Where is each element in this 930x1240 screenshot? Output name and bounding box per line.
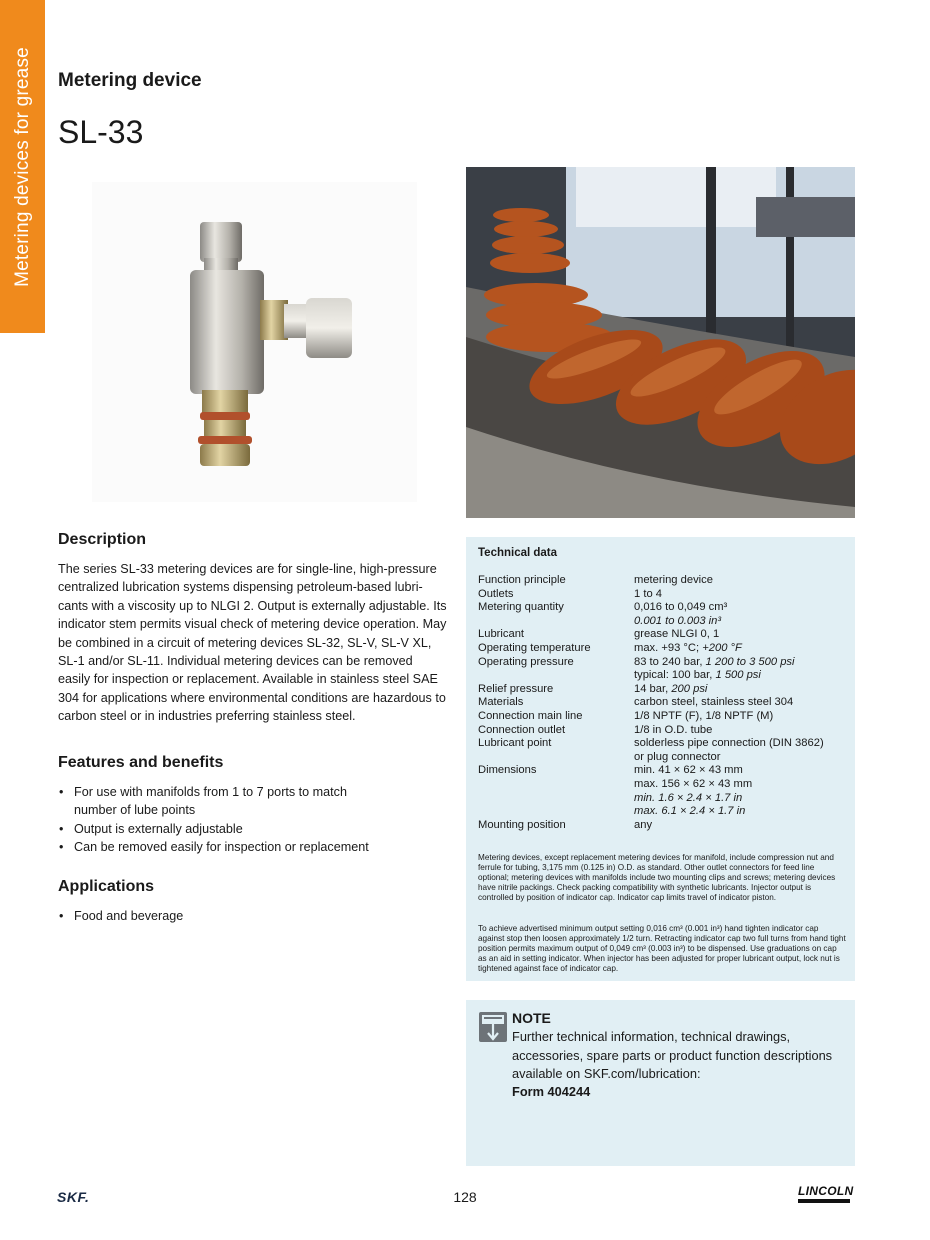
note-form-number: Form 404244 xyxy=(512,1084,591,1099)
technical-value-part: min. 1.6 × 2.4 × 1.7 in xyxy=(634,791,743,804)
technical-value-part: +200 °F xyxy=(702,641,742,654)
technical-value xyxy=(634,615,824,629)
technical-row xyxy=(478,628,824,642)
technical-row xyxy=(478,642,824,656)
side-category-tab xyxy=(0,0,45,333)
technical-footnote-1: Metering devices, except replacement metering devices for manifold, include compression nut and ferrule for tubing, 3,175 mm (0.125 in) O.D. as standard. Other outlet connectors for feed line optional; metering devices with manifolds include two mounting clips and screws; metering devices have nitrile packings. Check packing compatibility with synthetic lubricants. Injector output is controlled by position of indicator cap. Indicator cap limits travel of indicator piston. xyxy=(478,853,836,903)
technical-value xyxy=(634,656,824,670)
technical-label: Metering quantity xyxy=(478,601,564,614)
technical-row xyxy=(478,737,824,751)
technical-row xyxy=(478,656,824,670)
technical-data-table xyxy=(478,574,824,832)
technical-value-part: 0,016 to 0,049 cm³ xyxy=(634,601,728,614)
technical-value-part: 1 200 to 3 500 psi xyxy=(705,655,795,668)
technical-value xyxy=(634,628,824,642)
technical-row xyxy=(478,588,824,602)
technical-row xyxy=(478,778,824,792)
technical-value xyxy=(634,574,824,588)
technical-value-part: or plug connector xyxy=(634,750,721,763)
download-document-icon xyxy=(478,1011,508,1045)
note-panel xyxy=(466,1000,855,1166)
feature-item: • Can be removed easily for inspection or replacement xyxy=(58,838,448,856)
technical-label: Materials xyxy=(478,696,524,709)
technical-row xyxy=(478,805,824,819)
technical-row xyxy=(478,792,824,806)
technical-value xyxy=(634,764,824,778)
technical-label: Connection main line xyxy=(478,709,583,722)
technical-value xyxy=(634,819,824,833)
technical-value-part: grease NLGI 0, 1 xyxy=(634,628,720,641)
technical-value xyxy=(634,601,824,615)
technical-row xyxy=(478,724,824,738)
technical-value-part: typical: 100 bar, xyxy=(634,669,716,682)
technical-value-part: 14 bar, xyxy=(634,682,672,695)
feature-item: • For use with manifolds from 1 to 7 ports to match number of lube points xyxy=(58,783,448,820)
technical-value-part: 83 to 240 bar, xyxy=(634,655,706,668)
technical-label: Relief pressure xyxy=(478,682,554,695)
technical-value-part: metering device xyxy=(634,574,713,586)
note-text: Further technical information, technical drawings, accessories, spare parts or product function descriptions available on SKF.com/lubrication: xyxy=(512,1029,833,1082)
features-list xyxy=(58,783,448,857)
technical-data-title: Technical data xyxy=(478,547,558,559)
applications-list xyxy=(58,907,448,925)
technical-value xyxy=(634,737,824,751)
technical-value-part: any xyxy=(634,818,653,831)
technical-row xyxy=(478,710,824,724)
technical-row xyxy=(478,574,824,588)
technical-label: Mounting position xyxy=(478,818,566,831)
technical-value-part: 1 500 psi xyxy=(715,669,761,682)
applications-heading: Applications xyxy=(58,878,155,895)
technical-value-part: 200 psi xyxy=(671,682,708,695)
technical-row xyxy=(478,819,824,833)
technical-value-part: carbon steel, stainless steel 304 xyxy=(634,696,794,709)
technical-value-part: 1/8 NPTF (F), 1/8 NPTF (M) xyxy=(634,709,774,722)
technical-value xyxy=(634,751,824,765)
technical-value xyxy=(634,724,824,738)
technical-value xyxy=(634,669,824,683)
technical-label: Function principle xyxy=(478,574,566,586)
technical-data-panel xyxy=(466,537,855,981)
product-title: SL-33 xyxy=(58,114,144,150)
technical-value-part: min. 41 × 62 × 43 mm xyxy=(634,764,743,777)
technical-value xyxy=(634,710,824,724)
technical-label: Lubricant xyxy=(478,628,525,641)
technical-value xyxy=(634,778,824,792)
technical-value-part: max. +93 °C; xyxy=(634,641,703,654)
technical-row xyxy=(478,764,824,778)
technical-value xyxy=(634,683,824,697)
category-heading: Metering device xyxy=(58,70,202,91)
technical-value xyxy=(634,792,824,806)
technical-value xyxy=(634,588,824,602)
technical-value-part: 1/8 in O.D. tube xyxy=(634,723,713,736)
technical-value xyxy=(634,642,824,656)
technical-value-part: max. 6.1 × 2.4 × 1.7 in xyxy=(634,805,746,818)
feature-item: • Output is externally adjustable xyxy=(58,820,448,838)
lincoln-logo: LINCOLN xyxy=(798,1184,853,1203)
description-text: The series SL-33 metering devices are for single-line, high-pressure centralized lubrication systems dispensing petroleum-based lubri-cants with a viscosity up to NLGI 2. Output is externally adjustable. Its indicator stem permits visual check of metering device operation. May be combined in a circuit of metering devices SL-32, SL-V, SL-V XL, SL-1 and/or SL-11. Individual metering devices can be removed easily for inspection or replacement. Available in stainless steel SAE 304 for applications where environmental conditions are hazardous to carbon steel or in industries preferring stainless steel. xyxy=(58,562,447,724)
technical-row xyxy=(478,615,824,629)
technical-label: Operating pressure xyxy=(478,655,574,668)
note-heading: NOTE xyxy=(512,1010,551,1026)
description-heading: Description xyxy=(58,531,147,548)
technical-row xyxy=(478,669,824,683)
technical-row xyxy=(478,696,824,710)
technical-label: Dimensions xyxy=(478,764,537,777)
technical-value xyxy=(634,805,824,819)
skf-logo: SKF. xyxy=(57,1189,90,1205)
features-heading: Features and benefits xyxy=(58,754,224,771)
side-tab-label: Metering devices for grease xyxy=(11,46,33,287)
application-item: • Food and beverage xyxy=(58,907,448,925)
page-number: 128 xyxy=(453,1189,477,1205)
technical-label: Lubricant point xyxy=(478,737,552,750)
technical-footnote-2: To achieve advertised minimum output setting 0,016 cm³ (0.001 in³) hand tighten indicator cap against stop then loosen approximately 1/2 turn. Retracting indicator cap two full turns from hand tight position permits maximum output of 0,049 cm³ (0.003 in³) to be dispensed. Use graduations on cap as an aid in setting indicator. When injector has been adjusted for proper lubricant output, lock nut is tightened against face of indicator cap. xyxy=(478,924,846,974)
technical-value xyxy=(634,696,824,710)
technical-label: Connection outlet xyxy=(478,723,566,736)
technical-value-part: 0.001 to 0.003 in³ xyxy=(634,614,722,627)
application-photo xyxy=(466,167,855,518)
technical-label: Outlets xyxy=(478,587,514,600)
technical-row xyxy=(478,601,824,615)
technical-row xyxy=(478,751,824,765)
technical-label: Operating temperature xyxy=(478,641,591,654)
technical-value-part: max. 156 × 62 × 43 mm xyxy=(634,777,753,790)
technical-value-part: 1 to 4 xyxy=(634,587,662,600)
technical-row xyxy=(478,683,824,697)
technical-value-part: solderless pipe connection (DIN 3862) xyxy=(634,737,824,750)
product-photo xyxy=(92,182,417,502)
